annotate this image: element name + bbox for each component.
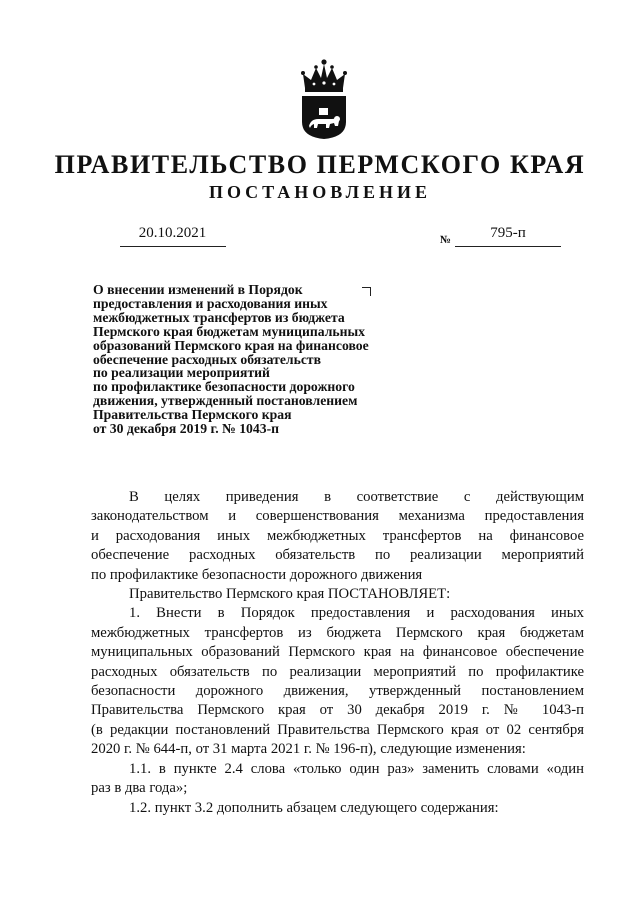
body-line: (в редакции постановлений Правительства Пермского края от 02 сентября (91, 721, 584, 738)
subject-line: по реализации мероприятий (93, 365, 270, 381)
body-line: безопасности дорожного движения, утвержденный постановлением (91, 683, 584, 700)
subject-line: предоставления и расходования иных (93, 295, 328, 311)
body-line: муниципальных образований Пермского края на финансовое обеспечение (91, 644, 584, 661)
coat-of-arms-icon (299, 58, 349, 140)
body-line: 1.2. пункт 3.2 дополнить абзацем следующего содержания: (129, 799, 499, 816)
number-underline (455, 246, 561, 247)
document-date: 20.10.2021 (138, 225, 207, 241)
government-title: ПРАВИТЕЛЬСТВО ПЕРМСКОГО КРАЯ (54, 150, 586, 179)
body-line: Правительства Пермского края от 30 декабря 2019 г. № 1043-п (91, 702, 584, 719)
body-line: раз в два года»; (91, 780, 188, 797)
body-line: расходных обязательств по реализации мероприятий по профилактике (91, 663, 584, 680)
subject-line: О внесении изменений в Порядок (93, 282, 303, 297)
subject-line: образований Пермского края на финансовое (93, 337, 369, 353)
document-body (91, 488, 584, 818)
date-underline (120, 246, 226, 247)
subject-line: Правительства Пермского края (93, 407, 292, 423)
subject-line: от 30 декабря 2019 г. № 1043-п (93, 421, 280, 437)
body-line: межбюджетных трансфертов из бюджета Пермского края бюджетам (91, 624, 584, 641)
document-subject (93, 283, 423, 436)
subject-line: движения, утвержденный постановлением (93, 393, 358, 409)
body-line: и расходования иных межбюджетных трансфертов на финансовое (91, 527, 584, 544)
subject-line: межбюджетных трансфертов из бюджета (93, 309, 345, 325)
body-line: законодательством и совершенствования механизма предоставления (91, 508, 584, 525)
body-line: обеспечение расходных обязательств по реализации мероприятий (91, 547, 584, 564)
body-line: В целях приведения в соответствие с действующим (129, 489, 584, 505)
subject-line: Пермского края бюджетам муниципальных (93, 323, 366, 339)
body-line: Правительство Пермского края ПОСТАНОВЛЯЕТ: (129, 586, 451, 603)
subject-line: по профилактике безопасности дорожного (93, 379, 355, 395)
body-line: 2020 г. № 644-п, от 31 марта 2021 г. № 196-п), следующие изменения: (91, 741, 526, 758)
number-sign: № (440, 234, 452, 246)
body-line: 1.1. в пункте 2.4 слова «только один раз» заменить словами «один (129, 760, 584, 777)
subject-line: обеспечение расходных обязательств (93, 351, 322, 367)
body-line: 1. Внести в Порядок предоставления и расходования иных (129, 605, 584, 622)
document-number: 795-п (490, 225, 526, 241)
document-type: ПОСТАНОВЛЕНИЕ (208, 182, 432, 202)
body-line: по профилактике безопасности дорожного движения (91, 566, 423, 583)
